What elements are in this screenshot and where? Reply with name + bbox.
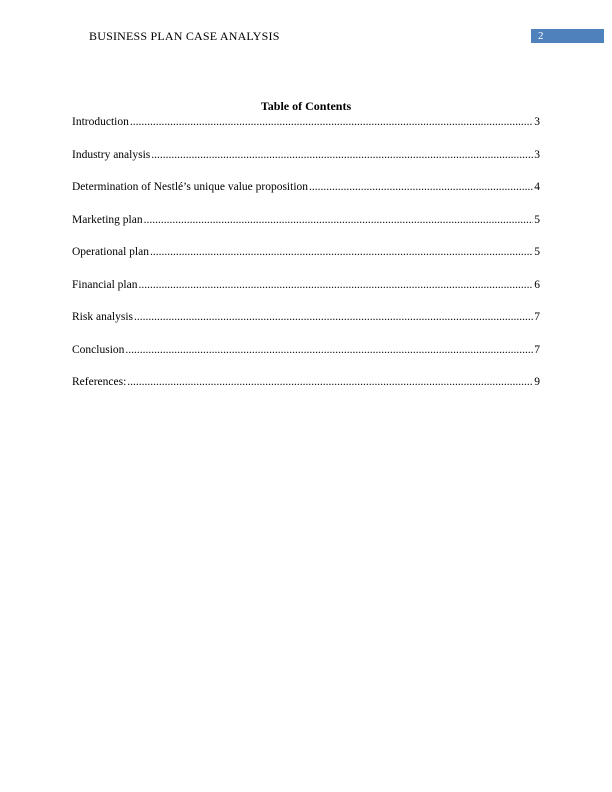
toc-entry-page: 5 <box>534 246 540 258</box>
toc-leader-dots <box>150 244 533 260</box>
table-of-contents <box>72 114 540 407</box>
toc-entry-label: Operational plan <box>72 246 149 258</box>
toc-entry-page: 4 <box>534 181 540 193</box>
toc-entry-page: 7 <box>534 311 540 323</box>
toc-entry-label: Financial plan <box>72 278 138 291</box>
toc-entry-label: References: <box>72 376 127 388</box>
toc-entry-financial-plan[interactable] <box>72 277 540 293</box>
toc-title: Table of Contents <box>260 99 352 113</box>
toc-leader-dots <box>125 342 533 358</box>
toc-entry-page: 3 <box>534 116 540 128</box>
toc-leader-dots <box>130 114 533 130</box>
toc-entry-page: 3 <box>534 148 540 161</box>
toc-entry-industry-analysis[interactable] <box>72 147 540 163</box>
toc-entry-label: Conclusion <box>72 343 125 356</box>
toc-entry-page: 6 <box>534 278 540 291</box>
toc-entry-label: Marketing plan <box>72 213 143 226</box>
toc-entry-label: Industry analysis <box>72 148 151 161</box>
toc-entry-risk-analysis[interactable] <box>72 309 540 325</box>
toc-entry-label: Risk analysis <box>72 311 134 323</box>
toc-leader-dots <box>134 309 533 325</box>
toc-entry-introduction[interactable] <box>72 114 540 130</box>
toc-leader-dots <box>151 147 533 163</box>
toc-leader-dots <box>127 374 533 390</box>
page-number-badge: 2 <box>531 29 604 43</box>
toc-leader-dots <box>144 212 534 228</box>
toc-entry-operational-plan[interactable] <box>72 244 540 260</box>
toc-entry-value-proposition[interactable] <box>72 179 540 195</box>
toc-entry-page: 5 <box>534 213 540 226</box>
toc-entry-page: 7 <box>534 343 540 356</box>
toc-entry-label: Introduction <box>72 116 129 128</box>
toc-entry-references[interactable] <box>72 374 540 390</box>
toc-entry-page: 9 <box>534 376 540 388</box>
toc-leader-dots <box>309 179 533 195</box>
toc-entry-marketing-plan[interactable] <box>72 212 540 228</box>
toc-entry-label: Determination of Nestlé’s unique value proposition <box>72 181 309 193</box>
toc-leader-dots <box>138 277 533 293</box>
running-header: BUSINESS PLAN CASE ANALYSIS <box>89 29 280 43</box>
toc-entry-conclusion[interactable] <box>72 342 540 358</box>
